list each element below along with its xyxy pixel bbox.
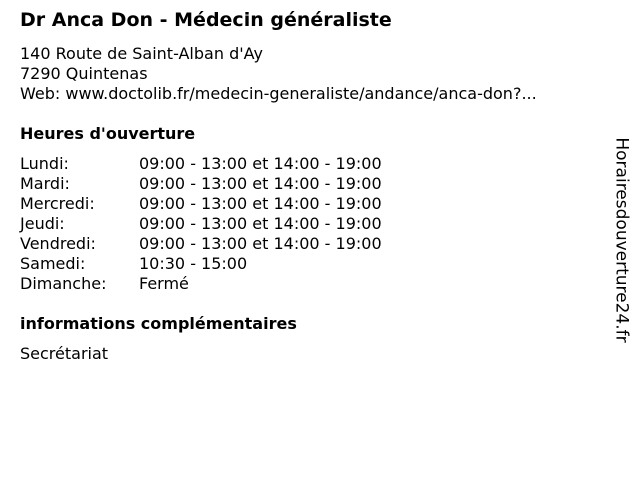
time-value: 09:00 - 13:00 et 14:00 - 19:00 — [139, 194, 382, 213]
day-label: Dimanche: — [20, 274, 107, 293]
day-label: Lundi: — [20, 154, 69, 173]
city-address: 7290 Quintenas — [20, 64, 148, 83]
opening-hours-heading: Heures d'ouverture — [20, 124, 196, 143]
time-value: Fermé — [139, 274, 189, 293]
watermark-text: Horairesdouverture24.fr — [612, 137, 632, 343]
street-address: 140 Route de Saint-Alban d'Ay — [20, 44, 263, 63]
additional-info-heading: informations complémentaires — [20, 314, 297, 333]
additional-info-text: Secrétariat — [20, 344, 109, 363]
time-value: 09:00 - 13:00 et 14:00 - 19:00 — [139, 214, 382, 233]
watermark — [612, 135, 632, 345]
day-label: Vendredi: — [20, 234, 96, 253]
time-value: 09:00 - 13:00 et 14:00 - 19:00 — [139, 154, 382, 173]
day-label: Jeudi: — [20, 214, 65, 233]
time-value: 09:00 - 13:00 et 14:00 - 19:00 — [139, 234, 382, 253]
time-value: 10:30 - 15:00 — [139, 254, 248, 273]
website-link[interactable]: Web: www.doctolib.fr/medecin-generaliste/andance/anca-don?... — [20, 84, 537, 103]
page-title: Dr Anca Don - Médecin généraliste — [20, 9, 392, 31]
day-label: Samedi: — [20, 254, 86, 273]
day-label: Mardi: — [20, 174, 70, 193]
time-value: 09:00 - 13:00 et 14:00 - 19:00 — [139, 174, 382, 193]
address-block — [20, 44, 537, 104]
day-label: Mercredi: — [20, 194, 95, 213]
